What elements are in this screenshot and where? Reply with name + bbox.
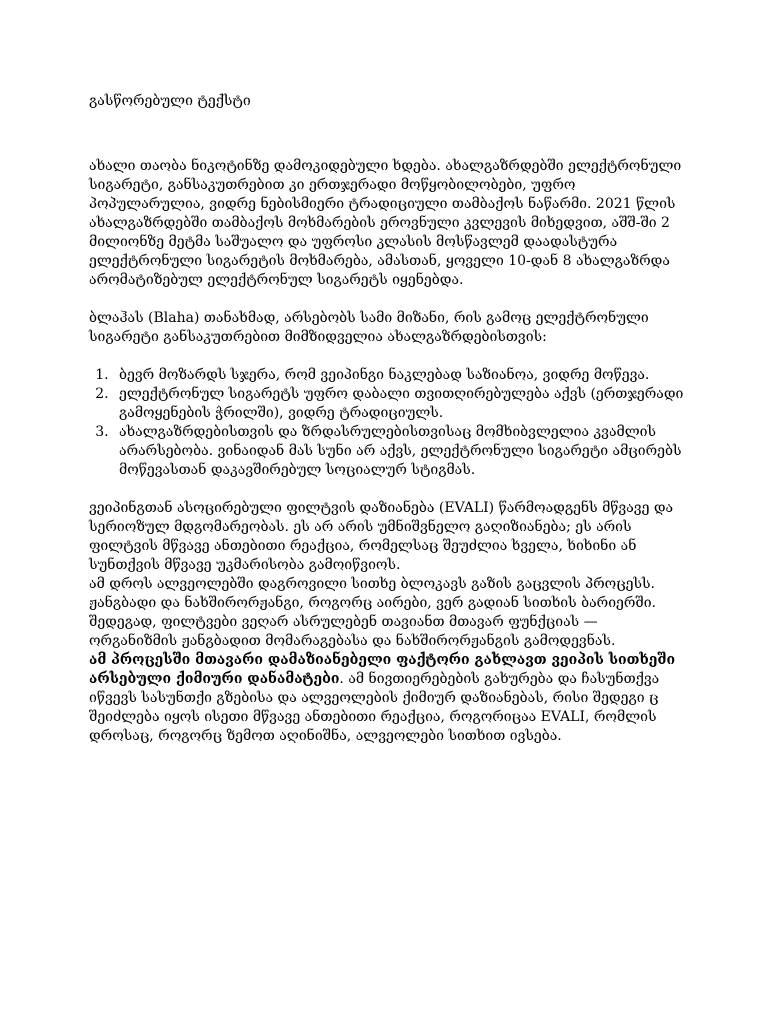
- list-item: 1. ბევრ მოზარდს სჯერა, რომ ვეიპინგი ნაკლებად საზიანოა, ვიდრე მოწევა.: [113, 366, 689, 385]
- evali-conclusion: . ამ ნივთიერებების გახურება და ჩასუნთქვა იწვევს სასუნთქი გზებისა და ალვეოლების ქიმიურ დაზიანებას, რისი შედეგი ც შეიძლება იყოს ისეთი მწვავე ანთებითი რეაქცია, როგორიცაა EVALI, რომლის დროსაც, როგორც ზემოთ აღინიშნა, ალვეოლები სითხით ივსება.: [89, 671, 660, 744]
- evali-mechanism: ამ დროს ალვეოლებში დაგროვილი სითხე ბლოკავს გაზის გაცვლის პროცესს. ჟანგბადი და ნახშირორჟანგი, როგორც აირები, ვერ გადიან სითხის ბარიერში. შედეგად, ფილტვები ვეღარ ასრულებენ თავიანთ მთავარ ფუნქციას — ორგანიზმის ჟანგბადით მომარაგებასა და ნახშირორჟანგის გამოდევნას.: [89, 576, 657, 649]
- paragraph-reasons-intro: ბლაჰას (Blaha) თანახმად, არსებობს სამი მიზანი, რის გამოც ელექტრონული სიგარეტი განსაკუთრებით მიმზიდველია ახალგაზრდებისთვის:: [89, 310, 649, 345]
- reasons-list: [89, 366, 689, 480]
- document-page: [89, 92, 689, 746]
- list-item: 2. ელექტრონულ სიგარეტს უფრო დაბალი თვითღირებულება აქვს (ერთჯერადი გამოყენების ჭრილში), ვიდრე ტრადიციულს.: [113, 385, 689, 423]
- document-title: გასწორებული ტექსტი: [89, 93, 251, 109]
- paragraph-intro: ახალი თაობა ნიკოტინზე დამოკიდებული ხდება. ახალგაზრდებში ელექტრონული სიგარეტი, განსაკუთრებით კი ერთჯერადი მოწყობილობები, უფრო პოპულარულია, ვიდრე ნებისმიერი ტრადიციული თამბაქოს ნაწარმი. 2021 წლის ახალგაზრდებში თამბაქოს მოხმარების ეროვნული კვლევის მიხედვით, აშშ-ში 2 მილიონზე მეტმა საშუალო და უფროსი კლასის მოსწავლემ დაადასტურა ელექტრონული სიგარეტის მოხმარება, ამასთან, ყოველი 10-დან 8 ახალგაზრდა არომატიზებულ ელექტრონულ სიგარეტს იყენებდა.: [89, 158, 682, 288]
- list-item: 3. ახალგაზრდებისთვის და ზრდასრულებისთვისაც მომხიბვლელია კვამლის არარსებობა. ვინაიდან მას სუნი არ აქვს, ელექტრონული სიგარეტი ამცირებს მოწევასთან დაკავშირებულ სოციალურ სტიგმას.: [113, 423, 689, 480]
- evali-key-factor: ამ პროცესში მთავარი დამაზიანებელი ფაქტორი გახლავთ ვეიპის სითხეში არსებული ქიმიური დანამატები: [89, 652, 676, 687]
- paragraph-evali: [89, 499, 689, 746]
- evali-definition: ვეიპინგთან ასოცირებული ფილტვის დაზიანება (EVALI) წარმოადგენს მწვავე და სერიოზულ მდგომარეობას. ეს არ არის უმნიშვნელო გაღიზიანება; ეს არის ფილტვის მწვავე ანთებითი რეაქცია, რომელსაც შეუძლია ხველა, ხიხინი ან სუნთქვის მწვავე უკმარისობა გამოიწვიოს.: [89, 500, 674, 573]
